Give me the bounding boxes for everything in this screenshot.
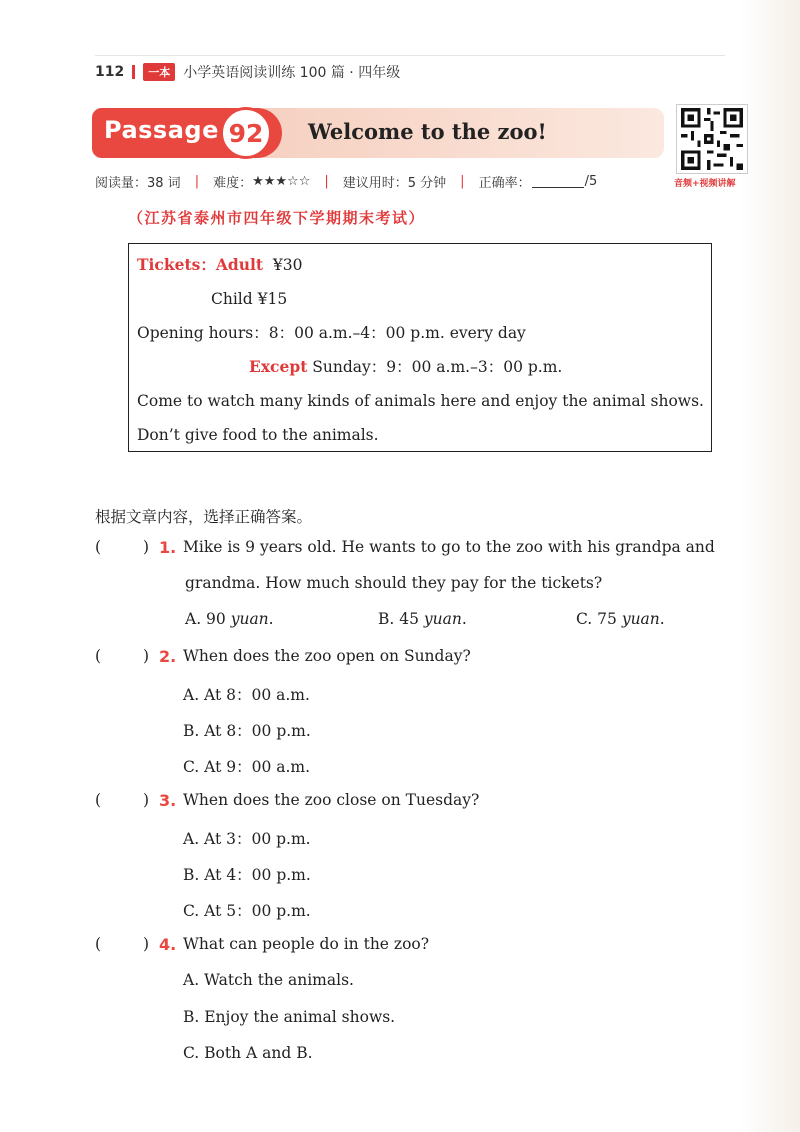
question-2 bbox=[95, 647, 755, 667]
question-text-cont: grandma. How much should they pay for the tickets? bbox=[185, 574, 603, 592]
notice-line-6: Don’t give food to the animals. bbox=[137, 426, 379, 444]
answer-paren-close: ) bbox=[143, 791, 150, 809]
brand-logo: 一本 bbox=[143, 63, 175, 81]
qr-caption: 音频+视频讲解 bbox=[674, 179, 736, 189]
option-a[interactable]: A. At 3：00 p.m. bbox=[183, 830, 311, 848]
option-c[interactable]: C. At 9：00 a.m. bbox=[183, 758, 311, 776]
answer-paren-open[interactable]: ( bbox=[95, 935, 102, 953]
answer-paren-close: ) bbox=[143, 538, 150, 556]
option-b[interactable]: B. At 4：00 p.m. bbox=[183, 866, 311, 884]
answer-paren-close: ) bbox=[143, 935, 150, 953]
except-label: Except bbox=[249, 357, 308, 376]
zoo-notice-box bbox=[128, 243, 712, 452]
adult-price: ¥30 bbox=[272, 256, 303, 274]
difficulty-stars-icon: ★★★☆☆ bbox=[252, 174, 311, 189]
option-a[interactable]: A. Watch the animals. bbox=[183, 971, 354, 989]
adult-label: Adult bbox=[215, 255, 264, 274]
word-count: 阅读量：38 词 bbox=[95, 176, 181, 191]
tickets-label: Tickets： bbox=[137, 255, 216, 274]
question-text: What can people do in the zoo? bbox=[183, 935, 430, 953]
header-divider bbox=[132, 65, 135, 79]
answer-paren-open[interactable]: ( bbox=[95, 791, 102, 809]
question-text: Mike is 9 years old. He wants to go to the zoo with his grandpa and bbox=[183, 538, 715, 556]
page-number: 112 bbox=[95, 64, 125, 80]
question-3 bbox=[95, 791, 755, 811]
accuracy-label: 正确率： bbox=[478, 176, 531, 191]
meta-separator: | bbox=[460, 174, 465, 189]
passage-title: Welcome to the zoo! bbox=[308, 119, 547, 144]
question-4 bbox=[95, 935, 755, 955]
answer-paren-open[interactable]: ( bbox=[95, 538, 102, 556]
passage-banner bbox=[92, 108, 664, 158]
answer-paren-close: ) bbox=[143, 647, 150, 665]
qr-code-icon[interactable] bbox=[676, 104, 748, 174]
option-c[interactable]: C. Both A and B. bbox=[183, 1044, 313, 1062]
except-line bbox=[137, 350, 711, 384]
option-b[interactable]: B. 45 yuan. bbox=[378, 610, 467, 628]
tickets-line bbox=[137, 248, 711, 282]
question-number: 1. bbox=[159, 538, 177, 557]
question-number: 4. bbox=[159, 935, 177, 954]
meta-separator: | bbox=[194, 174, 200, 189]
accuracy-blank[interactable] bbox=[532, 175, 584, 188]
option-c[interactable]: C. At 5：00 p.m. bbox=[183, 902, 311, 920]
difficulty-label: 难度： bbox=[213, 176, 253, 191]
question-1 bbox=[95, 538, 755, 558]
passage-label: Passage bbox=[104, 116, 219, 144]
option-a[interactable]: A. 90 yuan. bbox=[185, 610, 274, 628]
meta-separator: | bbox=[324, 174, 329, 189]
book-title: 小学英语阅读训练 100 篇 · 四年级 bbox=[183, 65, 401, 81]
option-a[interactable]: A. At 8：00 a.m. bbox=[183, 686, 310, 704]
question-number: 3. bbox=[159, 791, 177, 810]
answer-paren-open[interactable]: ( bbox=[95, 647, 102, 665]
instruction: 根据文章内容，选择正确答案。 bbox=[95, 508, 313, 526]
opening-hours-line: Opening hours：8：00 a.m.–4：00 p.m. every day bbox=[137, 324, 526, 342]
passage-number-badge: 92 bbox=[220, 107, 272, 159]
page-edge-shadow bbox=[740, 0, 800, 1132]
suggested-time: 建议用时：5 分钟 bbox=[342, 176, 447, 191]
running-header bbox=[95, 62, 400, 82]
option-b[interactable]: B. At 8：00 p.m. bbox=[183, 722, 311, 740]
question-text: When does the zoo open on Sunday? bbox=[183, 647, 471, 665]
option-b[interactable]: B. Enjoy the animal shows. bbox=[183, 1008, 396, 1026]
option-c[interactable]: C. 75 yuan. bbox=[576, 610, 665, 628]
notice-line-5: Come to watch many kinds of animals here and enjoy the animal shows. bbox=[137, 392, 704, 410]
child-line: Child ¥15 bbox=[211, 290, 288, 308]
accuracy-total: /5 bbox=[584, 174, 598, 189]
source-note: （江苏省泰州市四年级下学期期末考试） bbox=[128, 209, 426, 227]
reading-meta bbox=[95, 172, 670, 191]
question-text: When does the zoo close on Tuesday? bbox=[183, 791, 480, 809]
except-text: Sunday：9：00 a.m.–3：00 p.m. bbox=[307, 358, 563, 376]
question-number: 2. bbox=[159, 647, 177, 666]
header-rule bbox=[95, 55, 725, 56]
